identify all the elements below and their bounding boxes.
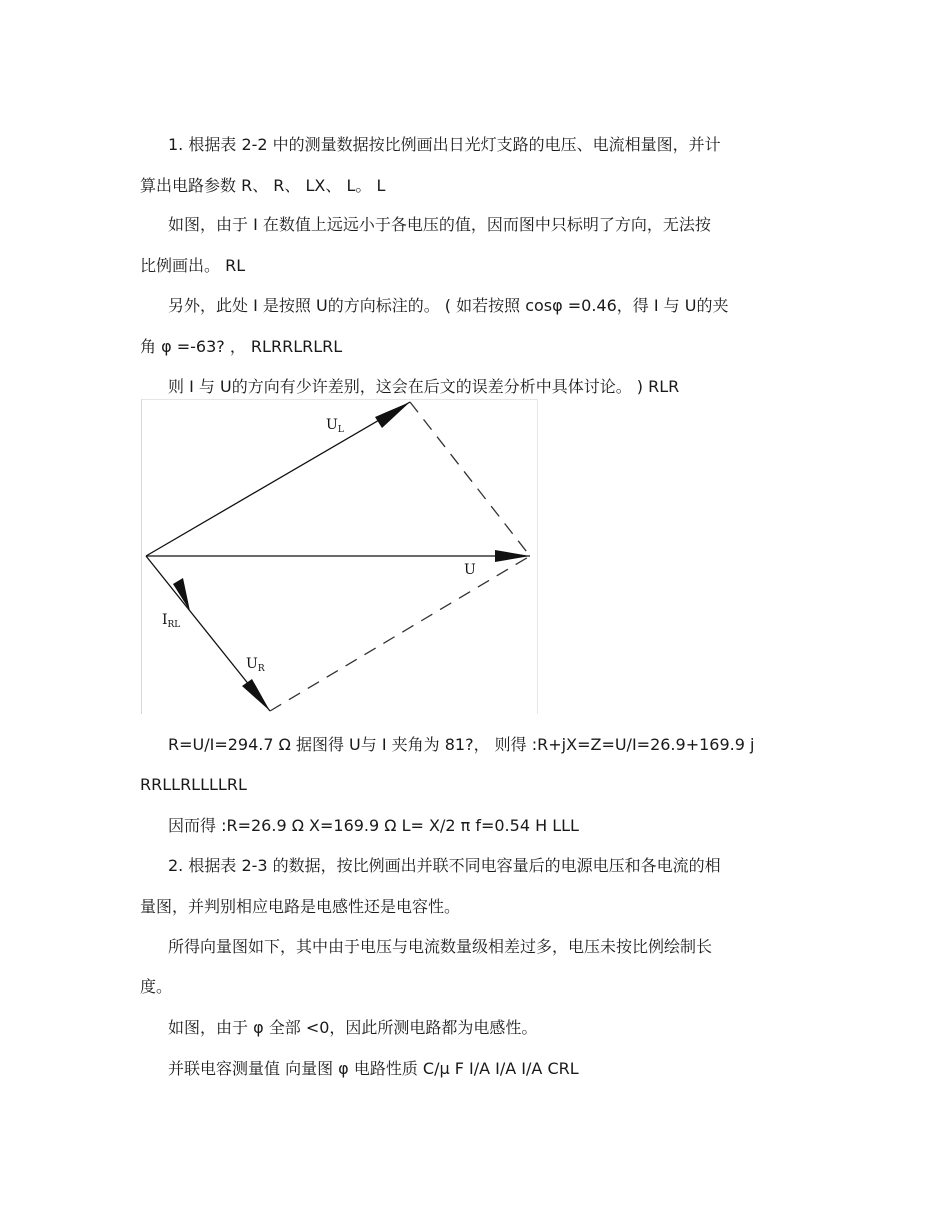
- ur-label: $U_R$: [246, 656, 265, 674]
- paragraph-2-line-1: 如图，由于 I 在数值上远远小于各电压的值，因而图中只标明了方向，无法按: [168, 215, 711, 234]
- paragraph-9-line-1: 如图，由于 φ 全部 <0，因此所测电路都为电感性。: [168, 1018, 538, 1037]
- paragraph-6-line-1: 因而得 :R=26.9 Ω X=169.9 Ω L= X/2 π f=0.54 H LLL: [168, 816, 579, 835]
- ul-label: $U_L$: [326, 417, 344, 435]
- paragraph-2-line-2: 比例画出。 RL: [140, 256, 246, 275]
- irl-label: $I_{RL}$: [162, 612, 181, 630]
- dashed-line-ur-to-u: [270, 556, 530, 711]
- table-header-line: 并联电容测量值 向量图 φ 电路性质 C/μ F I/A I/A I/A CRL: [168, 1059, 579, 1078]
- paragraph-7-line-1: 2. 根据表 2-3 的数据，按比例画出并联不同电容量后的电源电压和各电流的相: [168, 856, 721, 875]
- paragraph-5-line-2: RRLLRLLLLRL: [140, 775, 247, 794]
- paragraph-1-line-1: 1. 根据表 2-2 中的测量数据按比例画出日光灯支路的电压、电流相量图，并计: [168, 135, 721, 154]
- paragraph-3-line-1: 另外，此处 I 是按照 U的方向标注的。 ( 如若按照 cosφ =0.46，得 I 与 U的夹: [168, 296, 729, 315]
- dashed-line-ul-to-u: [410, 402, 530, 556]
- paragraph-8-line-1: 所得向量图如下，其中由于电压与电流数量级相差过多，电压未按比例绘制长: [168, 937, 713, 956]
- ur-vector-arrowhead: [242, 679, 270, 711]
- paragraph-5-line-1: R=U/I=294.7 Ω 据图得 U与 I 夹角为 81?， 则得 :R+jX=Z=U/I=26.9+169.9 j: [168, 735, 755, 754]
- paragraph-7-line-2: 量图，并判别相应电路是电感性还是电容性。: [140, 897, 461, 916]
- paragraph-3-line-2: 角 φ =-63? ， RLRRLRLRL: [140, 337, 343, 356]
- paragraph-4-line-1: 则 I 与 U的方向有少许差别，这会在后文的误差分析中具体讨论。 ) RLR: [168, 377, 680, 396]
- phasor-diagram-figure: [141, 399, 538, 714]
- paragraph-1-line-2: 算出电路参数 R、 R、 LX、 L。 L: [140, 176, 386, 195]
- irl-vector-arrowhead: [173, 578, 190, 611]
- ul-vector-line: [146, 402, 410, 556]
- phasor-diagram: [142, 400, 537, 714]
- ul-vector-arrowhead: [375, 402, 410, 428]
- u-vector-arrowhead: [495, 550, 530, 562]
- u-label: U: [464, 562, 476, 578]
- paragraph-8-line-2: 度。: [140, 977, 173, 996]
